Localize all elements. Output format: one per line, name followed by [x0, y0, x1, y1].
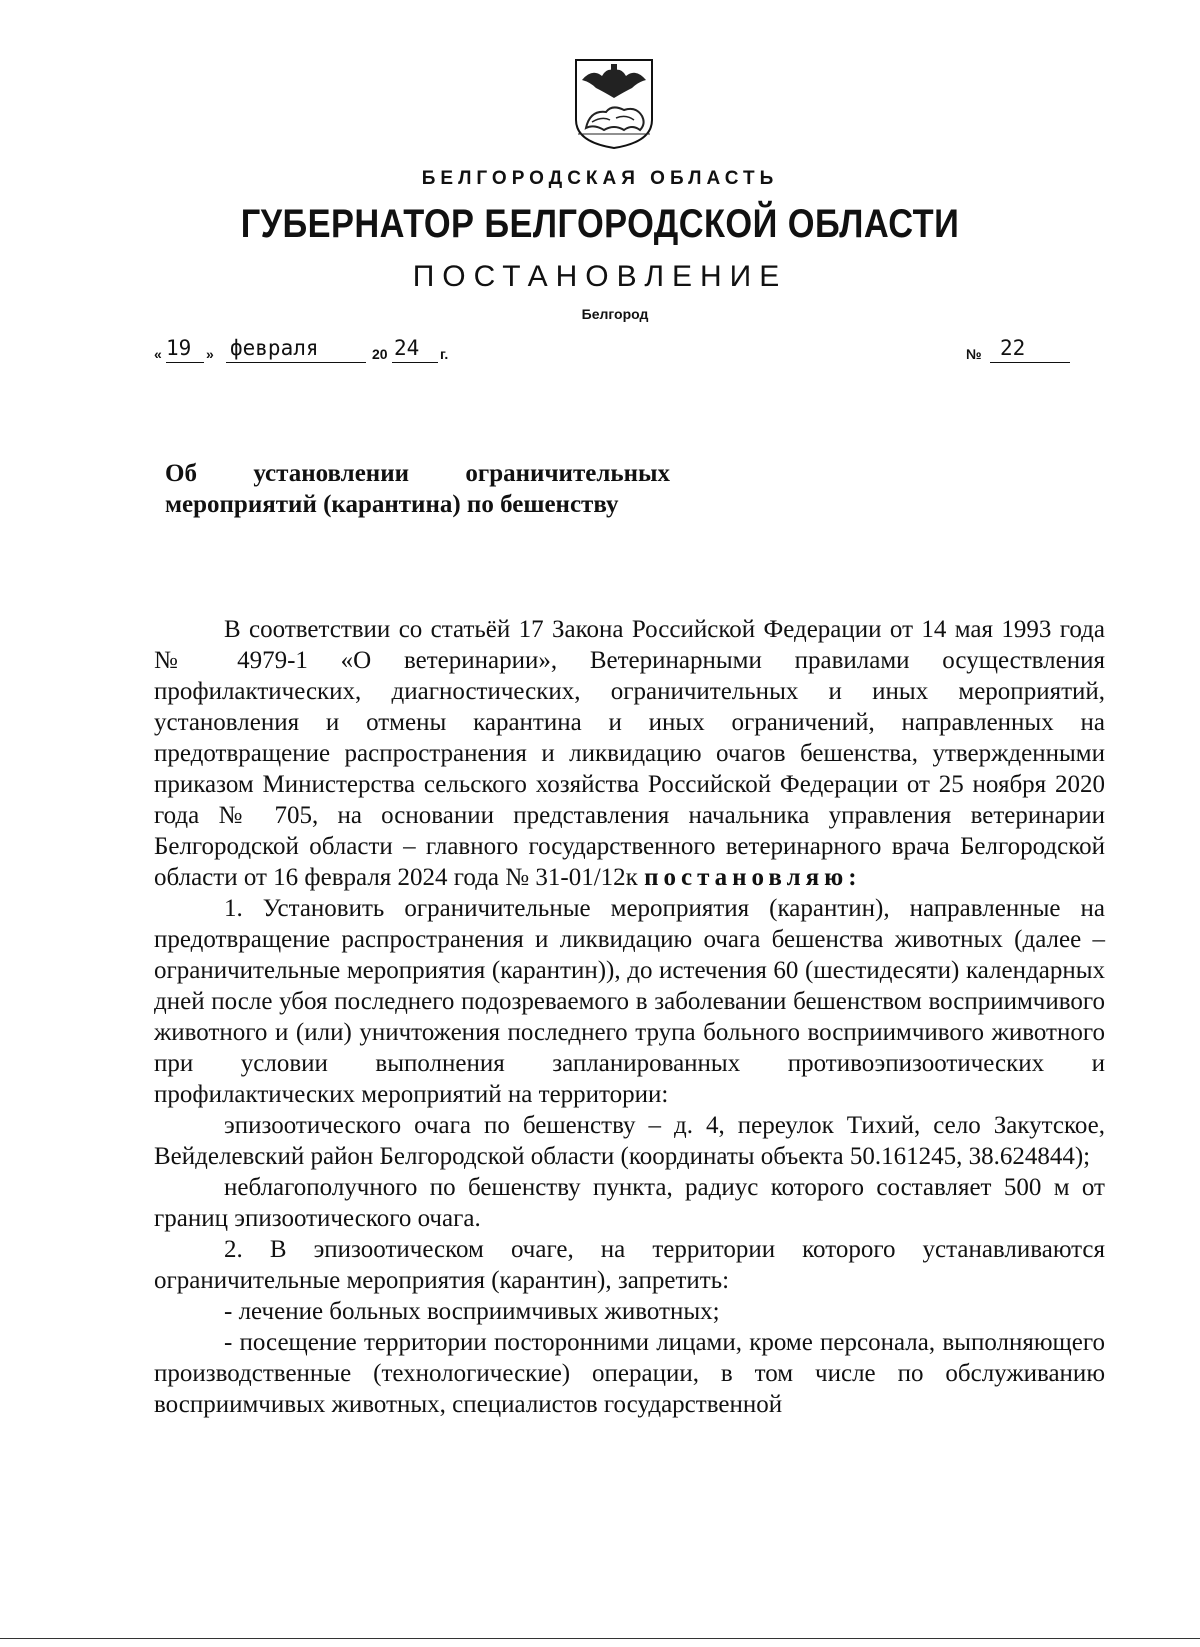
year-prefix: 20 [372, 346, 388, 362]
year-suffix: 24 [394, 336, 420, 360]
open-quote: « [154, 346, 162, 362]
year-underline [392, 362, 438, 363]
clause-2-item-visits: - посещение территории посторонними лицами, кроме персонала, выполняющего производственные (технологические) операции, в том числе по обслуживанию восприимчивых животных, специалистов государственной [154, 1329, 1105, 1418]
clause-2-item-treatment: - лечение больных восприимчивых животных; [224, 1298, 720, 1325]
preamble-text: В соответствии со статьёй 17 Закона Российской Федерации от 14 мая 1993 года № 4979-1 «О ветеринарии», Ветеринарными правилами осуществления профилактических, диагностических, ограничительных и иных мероприятий, установления и отмены карантина и иных ограничений, направленных на предотвращение распространения и ликвидацию очагов бешенства, утвержденными приказом Министерства сельского хозяйства Российской Федерации от 25 ноября 2020 года № 705, на основании представления начальника управления ветеринарии Белгородской области – главного государственного ветеринарного врача Белгородской области от 16 февраля 2024 года № 31-01/12к [154, 616, 1105, 891]
document-subject [165, 458, 670, 520]
subject-word: Об [165, 460, 197, 487]
subject-word: ограничительных [465, 460, 670, 487]
city-name: Белгород [581, 306, 649, 322]
month-underline [226, 362, 366, 363]
scan-edge-line [0, 1638, 1200, 1639]
document-number: 22 [1000, 336, 1026, 360]
subject-line-1 [165, 458, 670, 489]
date-and-number-line [154, 336, 1074, 366]
close-quote: » [206, 346, 214, 362]
decree-word: постановляю: [644, 864, 862, 891]
issuer-title: ГУБЕРНАТОР БЕЛГОРОДСКОЙ ОБЛАСТИ [240, 202, 960, 246]
number-underline [990, 362, 1070, 363]
region-name: БЕЛГОРОДСКАЯ ОБЛАСТЬ [421, 168, 779, 189]
clause-2: 2. В эпизоотическом очаге, на территории которого устанавливаются ограничительные мероприятия (карантин), запретить: [154, 1236, 1105, 1294]
preamble-paragraph [154, 614, 1105, 893]
year-unit: г. [440, 346, 449, 362]
clause-1: 1. Установить ограничительные мероприятия (карантин), направленные на предотвращение распространения и ликвидацию очага бешенства животных (далее – ограничительные мероприятия (карантин)), до истечения 60 (шестидесяти) календарных дней после убоя последнего подозреваемого в заболевании бешенством восприимчивого животного и (или) уничтожения последнего трупа больного восприимчивого животного при условии выполнения запланированных противоэпизоотических и профилактических мероприятий на территории: [154, 895, 1105, 1108]
clause-1-item-outbreak: эпизоотического очага по бешенству – д. 4, переулок Тихий, село Закутское, Вейделевский район Белгородской области (координаты объекта 50.161245, 38.624844); [154, 1112, 1105, 1170]
clause-1-item-area: неблагополучного по бешенству пункта, радиус которого составляет 500 м от границ эпизоотического очага. [154, 1174, 1105, 1232]
document-type: ПОСТАНОВЛЕНИЕ [412, 260, 788, 293]
day-underline [166, 362, 204, 363]
document-body [154, 614, 1105, 1420]
subject-word: установлении [253, 460, 410, 487]
month: февраля [230, 336, 319, 360]
coat-of-arms-icon [572, 58, 656, 150]
day: 19 [166, 336, 192, 360]
subject-line-2: мероприятий (карантина) по бешенству [165, 491, 619, 518]
number-label: № [966, 346, 982, 362]
